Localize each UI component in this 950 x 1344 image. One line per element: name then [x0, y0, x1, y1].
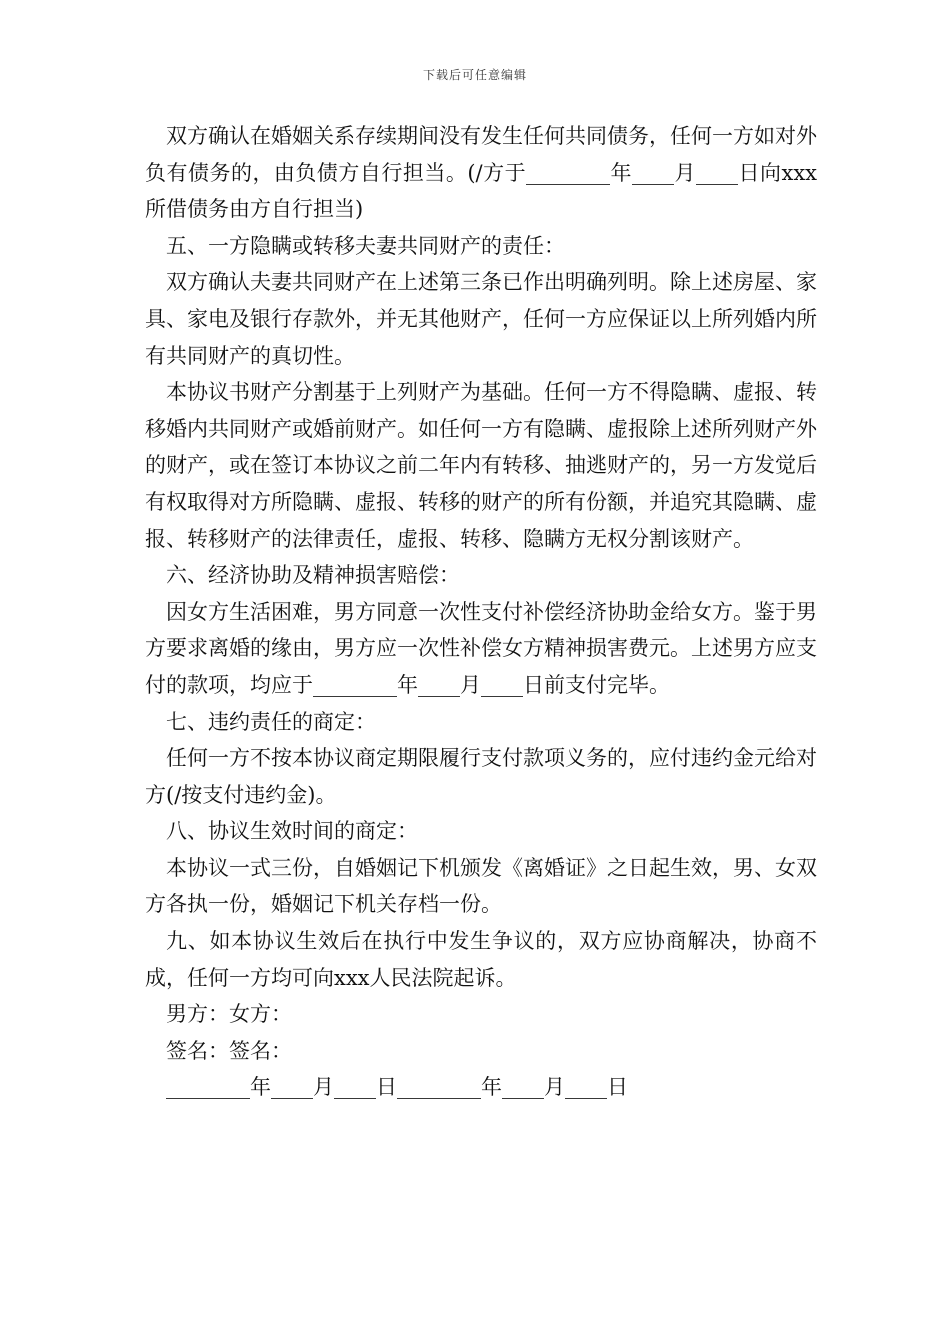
signature-line: 签名：签名：: [166, 1038, 292, 1063]
page-header: 下载后可任意编辑: [422, 68, 527, 82]
section-5-heading: 五、一方隐瞒或转移夫妻共同财产的责任：: [166, 233, 565, 258]
paragraph-debts: 双方确认在婚姻关系存续期间没有发生任何共同债务，任何一方如对外负有债务的，由负债方自行担当。(/方于________年____月____日向xxx所借债务由方自行担当): [145, 124, 817, 222]
paragraph-property-division: 本协议书财产分割基于上列财产为基础。任何一方不得隐瞒、虚报、转移婚内共同财产或婚前财产。如任何一方有隐瞒、虚报除上述所列财产外的财产，或在签订本协议之前二年内有转移、抽逃财产的，另一方发觉后有权取得对方所隐瞒、虚报、转移的财产的所有份额，并追究其隐瞒、虚报、转移财产的法律责任，虚报、转移、隐瞒方无权分割该财产。: [145, 380, 817, 551]
parties-line: 男方：女方：: [166, 1002, 292, 1027]
section-7-heading: 七、违约责任的商定：: [166, 709, 376, 734]
paragraph-property-confirm: 双方确认夫妻共同财产在上述第三条已作出明确列明。除上述房屋、家具、家电及银行存款外，并无其他财产，任何一方应保证以上所列婚内所有共同财产的真切性。: [145, 270, 817, 368]
paragraph-effective: 本协议一式三份，自婚姻记下机颁发《离婚证》之日起生效，男、女双方各执一份，婚姻记下机关存档一份。: [145, 855, 817, 917]
paragraph-compensation: 因女方生活困难，男方同意一次性支付补偿经济协助金给女方。鉴于男方要求离婚的缘由，男方应一次性补偿女方精神损害费元。上述男方应支付的款项，均应于________年____月____日前支付完毕。: [145, 599, 817, 697]
section-9-paragraph: 九、如本协议生效后在执行中发生争议的，双方应协商解决，协商不成，任何一方均可向xxx人民法院起诉。: [145, 929, 817, 990]
section-6-heading: 六、经济协助及精神损害赔偿：: [166, 563, 460, 588]
paragraph-breach: 任何一方不按本协议商定期限履行支付款项义务的，应付违约金元给对方(/按支付违约金)。: [145, 746, 817, 807]
date-line: ________年____月____日________年____月____日: [166, 1075, 628, 1100]
section-8-heading: 八、协议生效时间的商定：: [166, 819, 418, 844]
agreement-body: [145, 118, 817, 1106]
